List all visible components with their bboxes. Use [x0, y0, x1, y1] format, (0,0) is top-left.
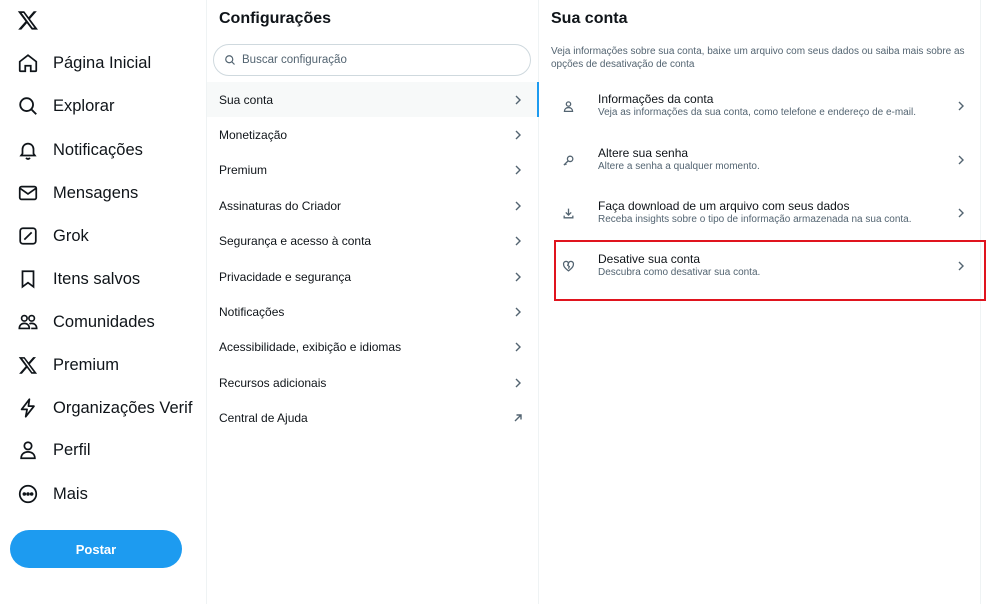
account-panel: [539, 0, 981, 604]
chevron-right-icon: [512, 341, 524, 353]
section-title: Sua conta: [551, 10, 628, 27]
nav-item-label: Organizações Verif: [53, 398, 193, 417]
nav-item-premium[interactable]: [16, 351, 119, 379]
post-button[interactable]: Postar: [10, 530, 182, 568]
item-title: Desative sua conta: [598, 252, 701, 266]
person-icon: [16, 438, 40, 462]
item-description: Receba insights sobre o tipo de informação armazenada na sua conta.: [598, 214, 912, 225]
left-navigation: [0, 0, 207, 604]
settings-search-box[interactable]: [213, 44, 531, 76]
chevron-right-icon: [512, 200, 524, 212]
chevron-right-icon: [512, 129, 524, 141]
settings-item-label: Sua conta: [219, 92, 274, 107]
chevron-right-icon: [955, 260, 967, 272]
grok-icon: [16, 224, 40, 248]
account-info-item[interactable]: [551, 80, 983, 132]
settings-item-label: Premium: [219, 163, 268, 178]
item-description: Veja as informações da sua conta, como telefone e endereço de e-mail.: [598, 107, 916, 118]
chevron-right-icon: [955, 207, 967, 219]
page-title: Configurações: [219, 10, 332, 27]
download-data-item[interactable]: [551, 187, 983, 239]
lightning-icon: [16, 396, 40, 420]
nav-item-more[interactable]: [16, 480, 88, 508]
download-icon: [561, 206, 575, 220]
bookmark-icon: [16, 267, 40, 291]
nav-item-label: Mais: [53, 484, 88, 503]
settings-item-label: Privacidade e segurança: [219, 269, 352, 284]
nav-item-label: Notificações: [53, 140, 143, 159]
chevron-right-icon: [955, 154, 967, 166]
item-description: Descubra como desativar sua conta.: [598, 267, 761, 278]
nav-item-profile[interactable]: [16, 436, 91, 464]
nav-item-label: Página Inicial: [53, 53, 152, 72]
settings-item-monetization[interactable]: [207, 117, 538, 152]
settings-item-premium[interactable]: [207, 153, 538, 188]
item-title: Informações da conta: [598, 92, 714, 106]
settings-item-accessibility[interactable]: [207, 330, 538, 365]
person-icon: [561, 99, 575, 113]
change-password-item[interactable]: [551, 134, 983, 186]
settings-item-privacy-safety[interactable]: [207, 259, 538, 294]
settings-item-label: Recursos adicionais: [219, 375, 327, 390]
nav-item-label: Grok: [53, 226, 89, 245]
x-logo-icon: [16, 353, 40, 377]
settings-item-label: Assinaturas do Criador: [219, 198, 342, 213]
deactivate-account-item[interactable]: [551, 240, 983, 292]
nav-item-label: Explorar: [53, 96, 115, 115]
communities-icon: [16, 310, 40, 334]
settings-item-label: Monetização: [219, 128, 288, 143]
settings-item-label: Segurança e acesso à conta: [219, 234, 372, 249]
nav-item-home[interactable]: [16, 49, 151, 77]
x-logo-icon[interactable]: [17, 9, 41, 33]
more-circle-icon: [16, 482, 40, 506]
nav-item-verified-orgs[interactable]: [16, 394, 192, 422]
nav-item-messages[interactable]: [16, 179, 138, 207]
nav-item-explore[interactable]: [16, 92, 114, 120]
envelope-icon: [16, 181, 40, 205]
chevron-right-icon: [955, 100, 967, 112]
nav-item-label: Premium: [53, 355, 120, 374]
search-icon: [16, 94, 40, 118]
settings-item-creator-subscriptions[interactable]: [207, 188, 538, 223]
settings-panel: [207, 0, 539, 604]
nav-item-label: Mensagens: [53, 183, 139, 202]
chevron-right-icon: [512, 164, 524, 176]
external-link-arrow-icon: [512, 412, 524, 424]
chevron-right-icon: [512, 306, 524, 318]
home-icon: [16, 51, 40, 75]
nav-item-communities[interactable]: [16, 308, 155, 336]
section-description: Veja informações sobre sua conta, baixe um arquivo com seus dados ou saiba mais sobre as opções de desativação de conta: [551, 46, 965, 70]
settings-item-label: Central de Ajuda: [219, 411, 308, 426]
search-icon: [224, 54, 236, 66]
chevron-right-icon: [512, 235, 524, 247]
settings-item-label: Notificações: [219, 305, 285, 320]
settings-item-additional-resources[interactable]: [207, 365, 538, 400]
settings-item-notifications[interactable]: [207, 294, 538, 329]
chevron-right-icon: [512, 271, 524, 283]
nav-item-grok[interactable]: [16, 222, 89, 250]
broken-heart-icon: [561, 259, 575, 273]
settings-item-help-center[interactable]: [207, 401, 538, 436]
settings-item-security-access[interactable]: [207, 224, 538, 259]
nav-item-bookmarks[interactable]: [16, 265, 140, 293]
settings-list: [207, 82, 538, 436]
bell-icon: [16, 138, 40, 162]
chevron-right-icon: [512, 94, 524, 106]
settings-search-input[interactable]: [242, 54, 502, 66]
item-description: Altere a senha a qualquer momento.: [598, 161, 760, 172]
item-title: Faça download de um arquivo com seus dados: [598, 199, 850, 213]
item-title: Altere sua senha: [598, 146, 689, 160]
settings-item-label: Acessibilidade, exibição e idiomas: [219, 340, 402, 355]
chevron-right-icon: [512, 377, 524, 389]
key-icon: [561, 153, 575, 167]
nav-item-label: Perfil: [53, 440, 91, 459]
nav-item-label: Comunidades: [53, 312, 155, 331]
nav-item-label: Itens salvos: [53, 269, 141, 288]
settings-item-your-account[interactable]: [207, 82, 538, 117]
nav-item-notifications[interactable]: [16, 136, 143, 164]
